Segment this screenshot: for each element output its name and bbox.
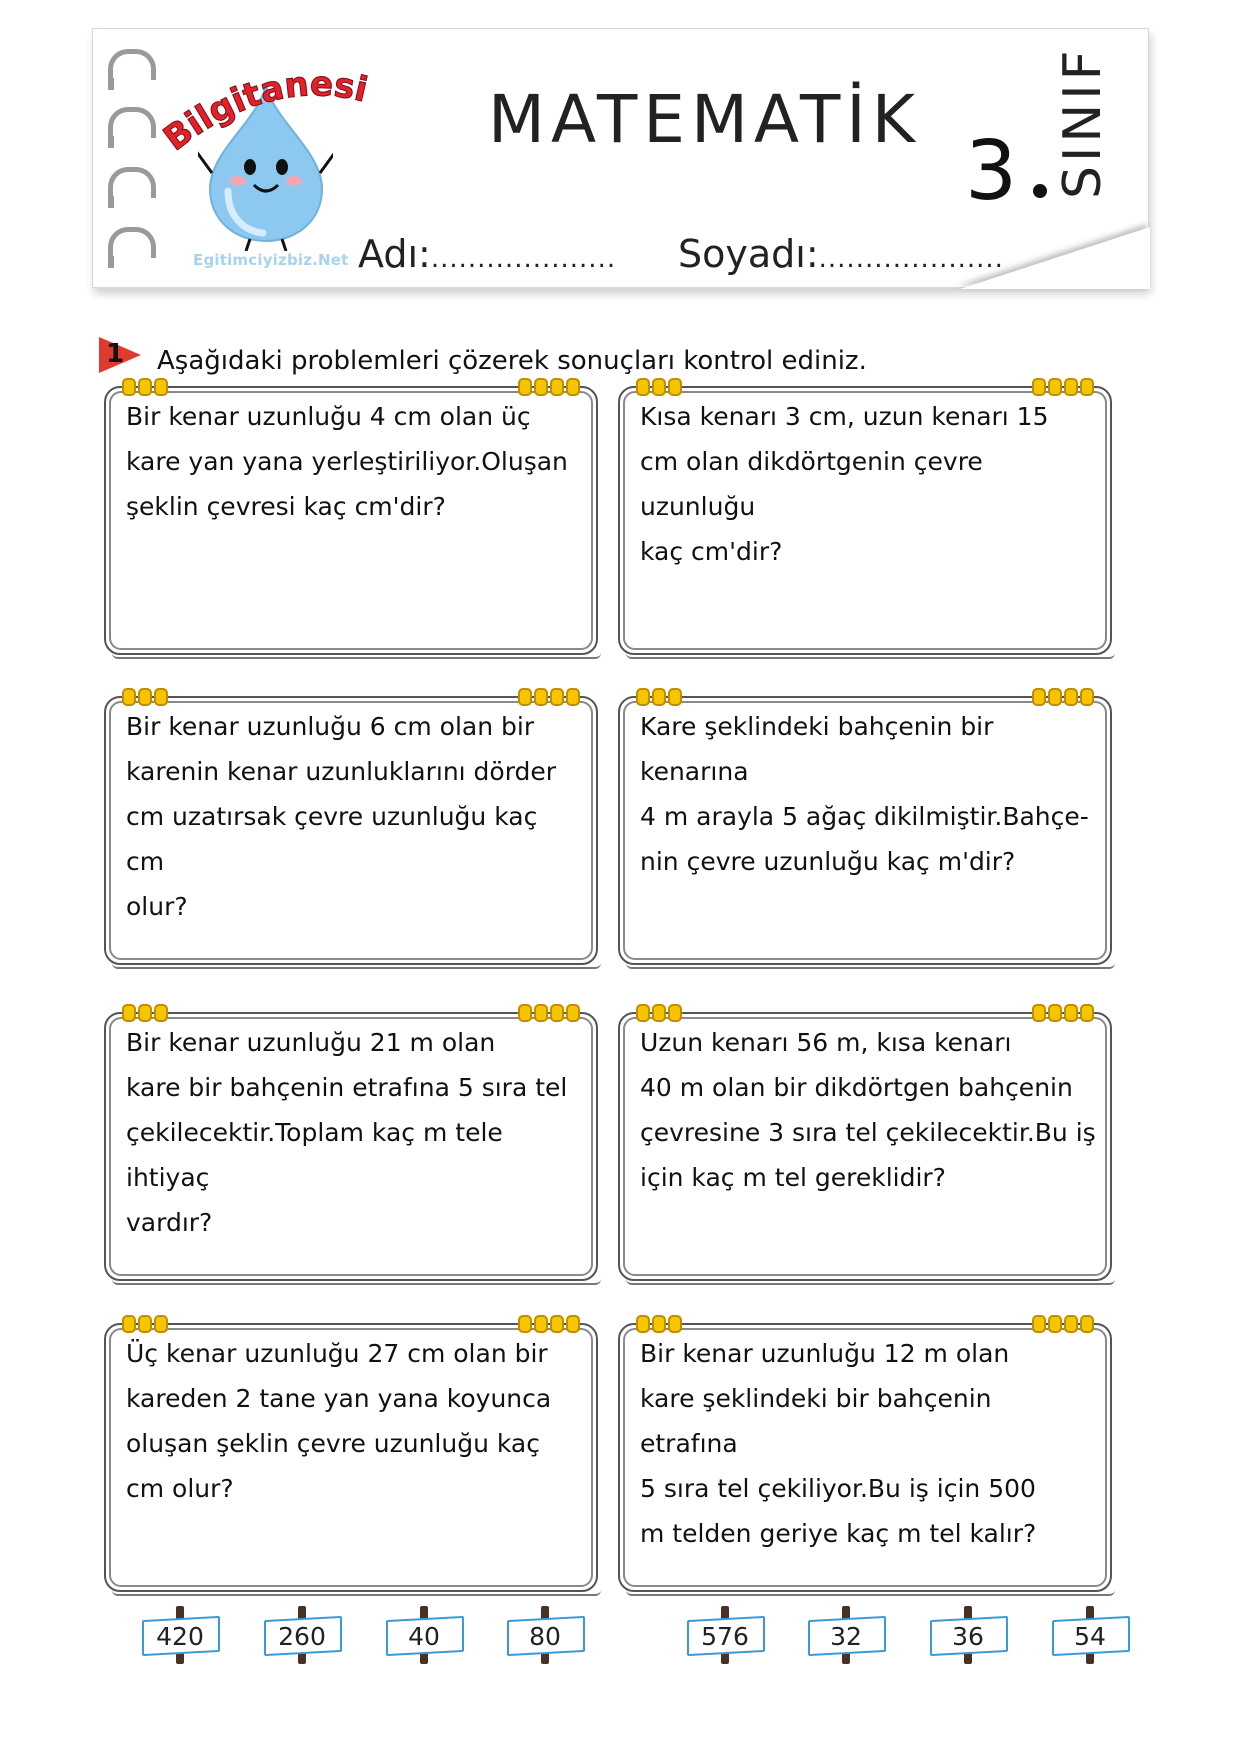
answer-value: 576 bbox=[701, 1622, 749, 1651]
notebook-ring bbox=[108, 227, 156, 258]
problem-box-8 bbox=[618, 1323, 1112, 1592]
answer-sign bbox=[1050, 1606, 1130, 1668]
name-label: Adı: bbox=[358, 232, 431, 276]
answer-sign bbox=[140, 1606, 220, 1668]
grade-dot bbox=[1033, 184, 1047, 198]
brand-site-text: Egitimciyizbiz.Net bbox=[193, 251, 349, 269]
answer-value: 54 bbox=[1074, 1622, 1106, 1651]
instruction-text: Aşağıdaki problemleri çözerek sonuçları kontrol ediniz. bbox=[157, 346, 867, 376]
name-dots: .................... bbox=[430, 244, 617, 274]
answer-sign bbox=[384, 1606, 464, 1668]
notebook-ring bbox=[108, 49, 156, 80]
problem-text: Kare şeklindeki bahçenin bir kenarına 4 m arayla 5 ağaç dikilmiştir.Bahçe- nin çevre uzunluğu kaç m'dir? bbox=[640, 712, 1089, 876]
problem-box-6 bbox=[618, 1012, 1112, 1281]
answer-value: 32 bbox=[830, 1622, 862, 1651]
answer-sign bbox=[928, 1606, 1008, 1668]
problem-box-3 bbox=[104, 696, 598, 965]
answer-sign bbox=[806, 1606, 886, 1668]
question-number: 1 bbox=[106, 339, 125, 369]
notebook-ring bbox=[108, 107, 156, 138]
surname-field[interactable] bbox=[678, 232, 1004, 276]
problem-text: Üç kenar uzunluğu 27 cm olan bir kareden 2 tane yan yana koyunca oluşan şeklin çevre uzunluğu kaç cm olur? bbox=[126, 1339, 552, 1503]
page-title: MATEMATİK bbox=[488, 81, 922, 158]
answer-value: 260 bbox=[278, 1622, 326, 1651]
problem-text: Bir kenar uzunluğu 6 cm olan bir karenin kenar uzunluklarını dörder cm uzatırsak çevre uzunluğu kaç cm olur? bbox=[126, 712, 557, 921]
problem-box-2 bbox=[618, 386, 1112, 655]
answer-value: 36 bbox=[952, 1622, 984, 1651]
surname-label: Soyadı: bbox=[678, 232, 819, 276]
brand-name: Bilgitanesi bbox=[156, 64, 372, 159]
answer-value: 420 bbox=[156, 1622, 204, 1651]
brand-logo bbox=[155, 57, 455, 167]
header-card bbox=[92, 28, 1149, 288]
problem-text: Bir kenar uzunluğu 21 m olan kare bir bahçenin etrafına 5 sıra tel çekilecektir.Toplam kaç m tele ihtiyaç vardır? bbox=[126, 1028, 568, 1237]
problem-box-1 bbox=[104, 386, 598, 655]
problem-text: Bir kenar uzunluğu 12 m olan kare şeklindeki bir bahçenin etrafına 5 sıra tel çekiliyor.Bu iş için 500 m telden geriye kaç m tel kalır? bbox=[640, 1339, 1037, 1548]
problem-text: Bir kenar uzunluğu 4 cm olan üç kare yan yana yerleştiriliyor.Oluşan şeklin çevresi kaç cm'dir? bbox=[126, 402, 568, 521]
problem-text: Uzun kenarı 56 m, kısa kenarı 40 m olan bir dikdörtgen bahçenin çevresine 3 sıra tel çekilecektir.Bu iş için kaç m tel gereklidir? bbox=[640, 1028, 1096, 1192]
answer-sign bbox=[262, 1606, 342, 1668]
notebook-ring bbox=[108, 167, 156, 198]
answer-sign bbox=[685, 1606, 765, 1668]
answer-value: 80 bbox=[529, 1622, 561, 1651]
grade-word: SINIF bbox=[1053, 46, 1113, 199]
page-curl bbox=[960, 227, 1150, 289]
answer-value: 40 bbox=[408, 1622, 440, 1651]
problem-box-4 bbox=[618, 696, 1112, 965]
surname-dots: .................... bbox=[818, 244, 1004, 274]
problem-box-5 bbox=[104, 1012, 598, 1281]
answer-sign bbox=[505, 1606, 585, 1668]
name-field[interactable] bbox=[358, 232, 616, 276]
problem-text: Kısa kenarı 3 cm, uzun kenarı 15 cm olan dikdörtgenin çevre uzunluğu kaç cm'dir? bbox=[640, 402, 1049, 566]
svg-text:Bilgitanesi bbox=[156, 64, 371, 159]
problem-box-7 bbox=[104, 1323, 598, 1592]
grade-number: 3 bbox=[965, 124, 1018, 219]
